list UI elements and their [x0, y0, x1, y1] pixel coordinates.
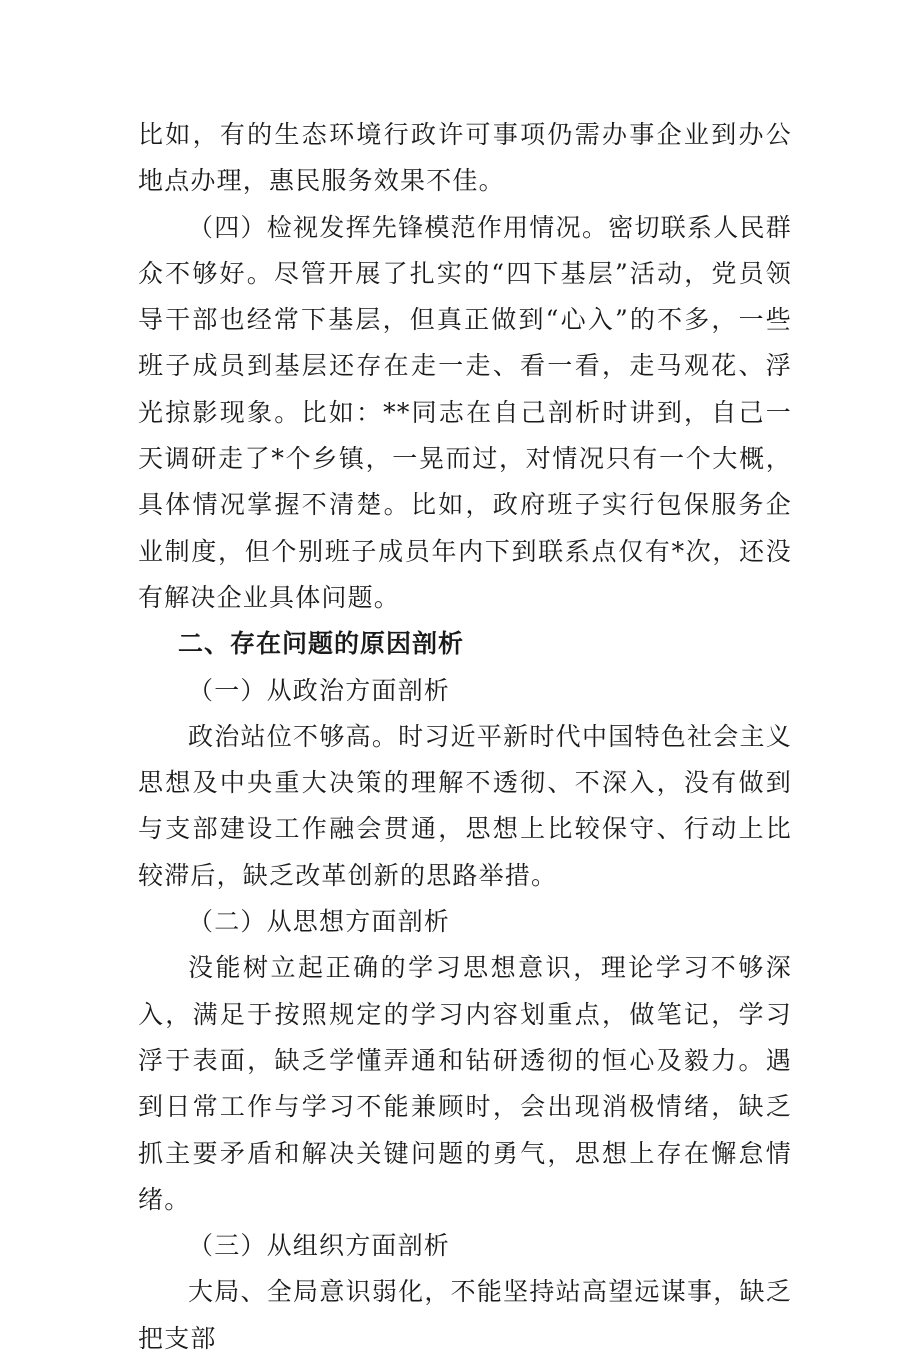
section-heading: 二、存在问题的原因剖析	[178, 629, 465, 659]
subsection-body-political: 政治站位不够高。时习近平新时代中国特色社会主义思想及中央重大决策的理解不透彻、不深入，没有做到与支部建设工作融会贯通，思想上比较保守、行动上比较滞后，缺乏改革创新的思路举措。	[138, 721, 792, 890]
paragraph-section-four: （四）检视发挥先锋模范作用情况。密切联系人民群众不够好。尽管开展了扎实的“四下基层”活动，党员领导干部也经常下基层，但真正做到“心入”的不多，一些班子成员到基层还存在走一走、看一看，走马观花、浮光掠影现象。比如：**同志在自己剖析时讲到，自己一天调研走了*个乡镇，一晃而过，对情况只有一个大概，具体情况掌握不清楚。比如，政府班子实行包保服务企业制度，但个别班子成员年内下到联系点仅有*次，还没有解决企业具体问题。	[138, 212, 792, 612]
subsection-heading-organizational: （三）从组织方面剖析	[188, 1231, 451, 1261]
subsection-heading-ideological: （二）从思想方面剖析	[188, 907, 451, 937]
subsection-body-organizational: 大局、全局意识弱化，不能坚持站高望远谋事，缺乏把支部	[138, 1277, 792, 1353]
subsection-heading-political: （一）从政治方面剖析	[188, 675, 451, 705]
document-body	[138, 112, 792, 1362]
paragraph-continuation: 比如，有的生态环境行政许可事项仍需办事企业到办公地点办理，惠民服务效果不佳。	[138, 120, 792, 196]
subsection-body-ideological: 没能树立起正确的学习思想意识，理论学习不够深入，满足于按照规定的学习内容划重点，做笔记，学习浮于表面，缺乏学懂弄通和钻研透彻的恒心及毅力。遇到日常工作与学习不能兼顾时，会出现消极情绪，缺乏抓主要矛盾和解决关键问题的勇气，思想上存在懈怠情绪。	[138, 953, 792, 1214]
